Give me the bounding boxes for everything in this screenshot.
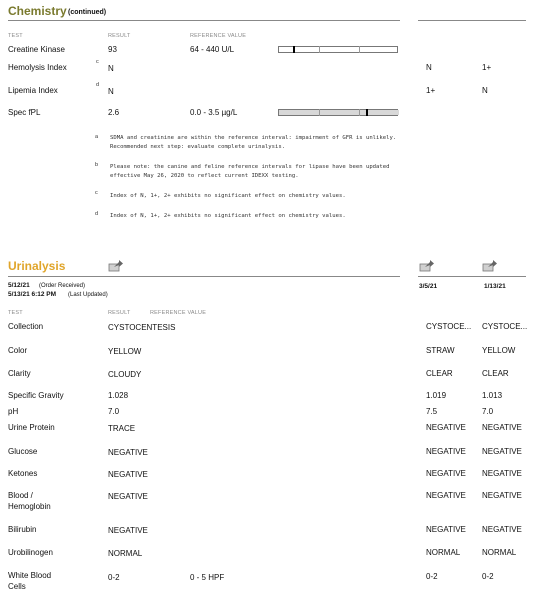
- uri-prev2-blood: NEGATIVE: [482, 491, 522, 500]
- uri-prev2-urobilinogen: NORMAL: [482, 548, 517, 557]
- uri-prev2-glucose: NEGATIVE: [482, 447, 522, 456]
- uri-test-ph: pH: [8, 407, 19, 416]
- header-test: TEST: [8, 310, 23, 316]
- uri-prev2-wbc: 0-2: [482, 572, 494, 581]
- received-date: 5/12/21: [8, 282, 30, 289]
- range-tick-low: [319, 46, 320, 53]
- chemistry-divider-prev: [418, 20, 526, 21]
- footnote-mark: c: [96, 59, 99, 65]
- urinalysis-title: Urinalysis: [8, 259, 66, 273]
- uri-prev1-blood: NEGATIVE: [426, 491, 466, 500]
- chem-test-hemolysis-index: Hemolysis Index: [8, 63, 67, 72]
- footnote-d-text: Index of N, 1+, 2+ exhibits no significant effect on chemistry values.: [110, 213, 346, 219]
- chem-prev2-hemolysis-index: 1+: [482, 63, 492, 72]
- updated-date: 5/13/21 6:12 PM: [8, 291, 57, 298]
- header-reference: REFERENCE VALUE: [190, 33, 247, 39]
- uri-test-blood-line1: Blood /: [8, 491, 33, 500]
- uri-test-glucose: Glucose: [8, 447, 38, 456]
- header-result: RESULT: [108, 33, 131, 39]
- uri-test-urobilinogen: Urobilinogen: [8, 548, 53, 557]
- chem-ref-creatine-kinase: 64 - 440 U/L: [190, 45, 235, 54]
- uri-prev1-urine-protein: NEGATIVE: [426, 423, 466, 432]
- footnote-d-mark: d: [95, 211, 99, 217]
- uri-prev2-ketones: NEGATIVE: [482, 469, 522, 478]
- chem-prev2-lipemia-index: N: [482, 86, 488, 95]
- uri-test-blood-line2: Hemoglobin: [8, 502, 51, 511]
- uri-result-color: YELLOW: [108, 347, 142, 356]
- uri-test-ketones: Ketones: [8, 469, 38, 478]
- range-bar-spec-fpl: [278, 109, 398, 116]
- header-test: TEST: [8, 33, 23, 39]
- chem-prev1-lipemia-index: 1+: [426, 86, 436, 95]
- uri-result-glucose: NEGATIVE: [108, 448, 148, 457]
- uri-result-urine-protein: TRACE: [108, 424, 136, 433]
- footnote-c-mark: c: [95, 190, 98, 196]
- range-tick-low: [319, 109, 320, 116]
- prev-date-1: 3/5/21: [419, 283, 438, 290]
- footnote-b-text: Please note: the canine and feline reference intervals for lipase have been updated effective May 26, 2020 to reflect current IDEXX testing.: [110, 164, 390, 179]
- updated-label: (Last Updated): [68, 292, 108, 298]
- received-label: (Order Received): [39, 283, 86, 289]
- uri-prev1-ph: 7.5: [426, 407, 438, 416]
- chemistry-title: Chemistry: [8, 4, 67, 18]
- chem-prev1-hemolysis-index: N: [426, 63, 432, 72]
- header-result: RESULT: [108, 310, 131, 316]
- range-fill: [279, 110, 399, 115]
- chemistry-divider: [8, 20, 400, 21]
- chem-result-spec-fpl: 2.6: [108, 108, 120, 117]
- send-to-chart-icon[interactable]: [419, 259, 435, 272]
- uri-prev1-bilirubin: NEGATIVE: [426, 525, 466, 534]
- uri-ref-wbc: 0 - 5 HPF: [190, 573, 225, 582]
- urinalysis-divider: [8, 276, 400, 277]
- footnote-mark: d: [96, 82, 100, 88]
- uri-test-bilirubin: Bilirubin: [8, 525, 37, 534]
- uri-prev1-collection: CYSTOCE...: [426, 322, 472, 331]
- uri-prev1-wbc: 0-2: [426, 572, 438, 581]
- range-tick-high: [359, 46, 360, 53]
- chem-ref-spec-fpl: 0.0 - 3.5 µg/L: [190, 108, 238, 117]
- range-tick-high: [359, 109, 360, 116]
- footnote-a-mark: a: [95, 134, 99, 140]
- send-to-chart-icon[interactable]: [108, 259, 124, 272]
- uri-result-urobilinogen: NORMAL: [108, 549, 143, 558]
- uri-test-color: Color: [8, 346, 28, 355]
- uri-prev2-color: YELLOW: [482, 346, 516, 355]
- uri-test-clarity: Clarity: [8, 369, 31, 378]
- uri-test-urine-protein: Urine Protein: [8, 423, 55, 432]
- chem-test-lipemia-index: Lipemia Index: [8, 86, 58, 95]
- uri-result-bilirubin: NEGATIVE: [108, 526, 148, 535]
- uri-prev2-ph: 7.0: [482, 407, 494, 416]
- uri-prev1-urobilinogen: NORMAL: [426, 548, 461, 557]
- footnote-b-mark: b: [95, 162, 99, 168]
- uri-result-ketones: NEGATIVE: [108, 470, 148, 479]
- uri-prev2-specific-gravity: 1.013: [482, 391, 503, 400]
- uri-prev1-specific-gravity: 1.019: [426, 391, 447, 400]
- range-marker: [293, 46, 295, 53]
- uri-test-collection: Collection: [8, 322, 44, 331]
- uri-prev2-bilirubin: NEGATIVE: [482, 525, 522, 534]
- uri-prev2-collection: CYSTOCE...: [482, 322, 528, 331]
- uri-test-wbc-line2: Cells: [8, 582, 26, 591]
- range-marker: [366, 109, 368, 116]
- uri-prev2-urine-protein: NEGATIVE: [482, 423, 522, 432]
- footnote-a-text: SDMA and creatinine are within the reference interval: impairment of GFR is unlikely. Recommended next step: evaluate complete urinalysis.: [110, 135, 397, 150]
- chem-result-creatine-kinase: 93: [108, 45, 117, 54]
- range-bar-creatine-kinase: [278, 46, 398, 53]
- footnote-c-text: Index of N, 1+, 2+ exhibits no significant effect on chemistry values.: [110, 193, 346, 199]
- uri-prev1-glucose: NEGATIVE: [426, 447, 466, 456]
- chemistry-subtitle: (continued): [68, 9, 107, 16]
- chem-result-lipemia-index: N: [108, 87, 114, 96]
- chem-result-hemolysis-index: N: [108, 64, 114, 73]
- send-to-chart-icon[interactable]: [482, 259, 498, 272]
- uri-result-clarity: CLOUDY: [108, 370, 142, 379]
- prev-date-2: 1/13/21: [484, 283, 506, 290]
- uri-result-ph: 7.0: [108, 407, 120, 416]
- header-reference: REFERENCE VALUE: [150, 310, 207, 316]
- uri-result-blood: NEGATIVE: [108, 492, 148, 501]
- uri-result-wbc: 0-2: [108, 573, 120, 582]
- chem-test-spec-fpl: Spec fPL: [8, 108, 41, 117]
- uri-prev1-clarity: CLEAR: [426, 369, 453, 378]
- uri-result-collection: CYSTOCENTESIS: [108, 323, 176, 332]
- uri-test-wbc-line1: White Blood: [8, 571, 52, 580]
- uri-prev2-clarity: CLEAR: [482, 369, 509, 378]
- chem-test-creatine-kinase: Creatine Kinase: [8, 45, 65, 54]
- uri-prev1-color: STRAW: [426, 346, 455, 355]
- uri-result-specific-gravity: 1.028: [108, 391, 129, 400]
- uri-test-specific-gravity: Specific Gravity: [8, 391, 64, 400]
- uri-prev1-ketones: NEGATIVE: [426, 469, 466, 478]
- urinalysis-divider-prev: [418, 276, 526, 277]
